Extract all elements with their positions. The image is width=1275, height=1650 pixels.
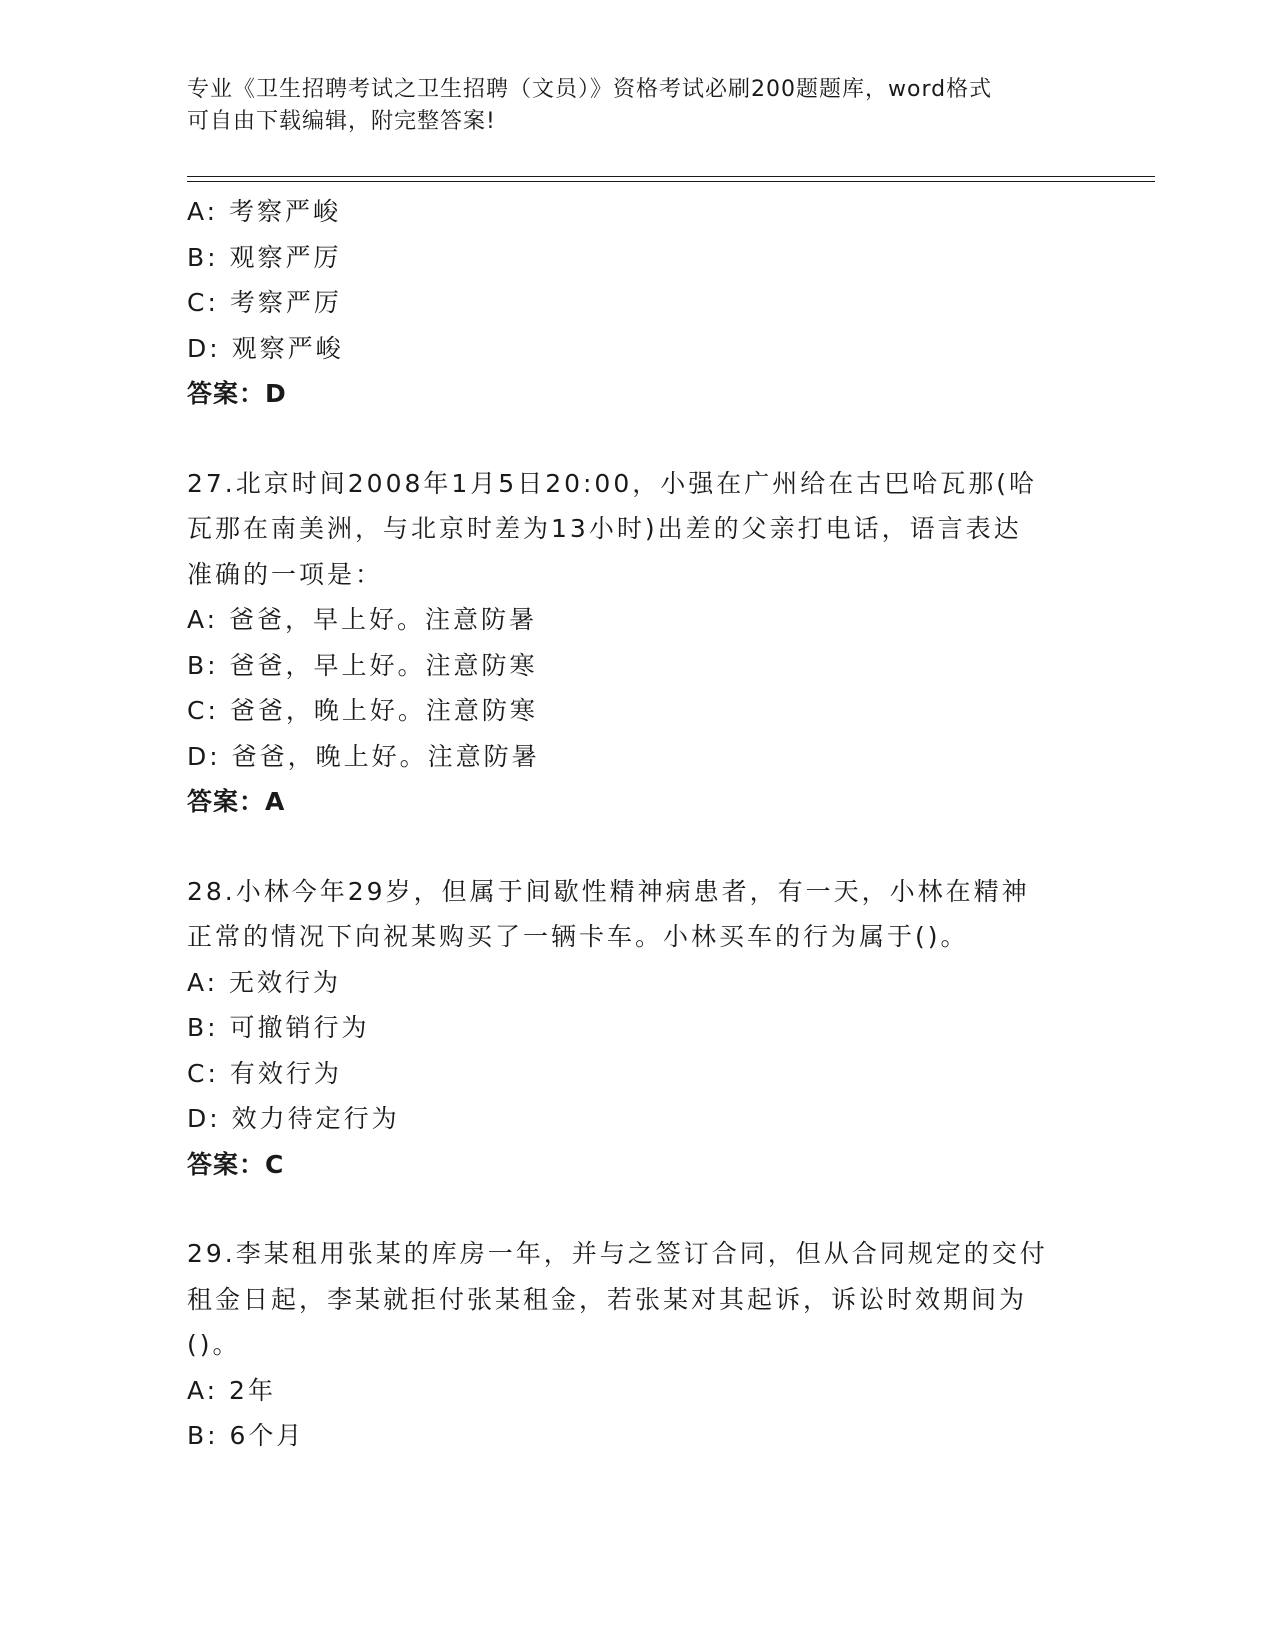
question-29 (187, 1231, 1087, 1459)
option-b: B: 爸爸，早上好。注意防寒 (187, 650, 538, 680)
header-rule-bottom (187, 181, 1155, 182)
option-b: B: 可撤销行为 (187, 1013, 370, 1042)
option-b: B: 观察严厉 (187, 242, 342, 272)
option-c: C: 有效行为 (187, 1058, 342, 1088)
option-b: B: 6个月 (187, 1421, 305, 1450)
document-header (187, 74, 1067, 138)
question-stem-line: 28.小林今年29岁，但属于间歇性精神病患者，有一天，小林在精神 (187, 876, 1030, 906)
question-stem-line: ()。 (187, 1330, 241, 1359)
answer-line: 答案：C (187, 1149, 285, 1179)
header-rule-top (187, 176, 1155, 177)
question-spacer (187, 1187, 1087, 1231)
option-c: C: 考察严厉 (187, 288, 342, 317)
header-line-2: 可自由下载编辑，附完整答案! (187, 109, 496, 134)
question-26 (187, 189, 1087, 417)
question-stem-line: 准确的一项是： (187, 559, 384, 589)
question-spacer (187, 417, 1087, 461)
option-d: D: 观察严峻 (187, 333, 344, 363)
question-list (187, 189, 1087, 1459)
option-c: C: 爸爸，晚上好。注意防寒 (187, 696, 538, 725)
header-line-1: 专业《卫生招聘考试之卫生招聘（文员）》资格考试必刷200题题库，word格式 (187, 77, 993, 102)
question-stem-line: 29.李某租用张某的库房一年，并与之签订合同，但从合同规定的交付 (187, 1239, 1048, 1268)
option-a: A: 考察严峻 (187, 197, 342, 226)
question-28 (187, 869, 1087, 1188)
answer-line: 答案：A (187, 787, 286, 816)
option-a: A: 爸爸，早上好。注意防暑 (187, 605, 538, 634)
option-d: D: 效力待定行为 (187, 1104, 400, 1133)
question-stem-line: 27.北京时间2008年1月5日20:00，小强在广州给在古巴哈瓦那(哈 (187, 468, 1037, 498)
question-stem-line: 租金日起，李某就拒付张某租金，若张某对其起诉，诉讼时效期间为 (187, 1284, 1028, 1314)
option-a: A: 无效行为 (187, 967, 342, 997)
question-spacer (187, 825, 1087, 869)
answer-line: 答案：D (187, 379, 287, 408)
option-d: D: 爸爸，晚上好。注意防暑 (187, 741, 540, 771)
question-stem-line: 正常的情况下向祝某购买了一辆卡车。小林买车的行为属于()。 (187, 922, 969, 951)
question-27 (187, 461, 1087, 825)
question-stem-line: 瓦那在南美洲，与北京时差为13小时)出差的父亲打电话，语言表达 (187, 514, 1022, 543)
option-a: A: 2年 (187, 1375, 276, 1405)
